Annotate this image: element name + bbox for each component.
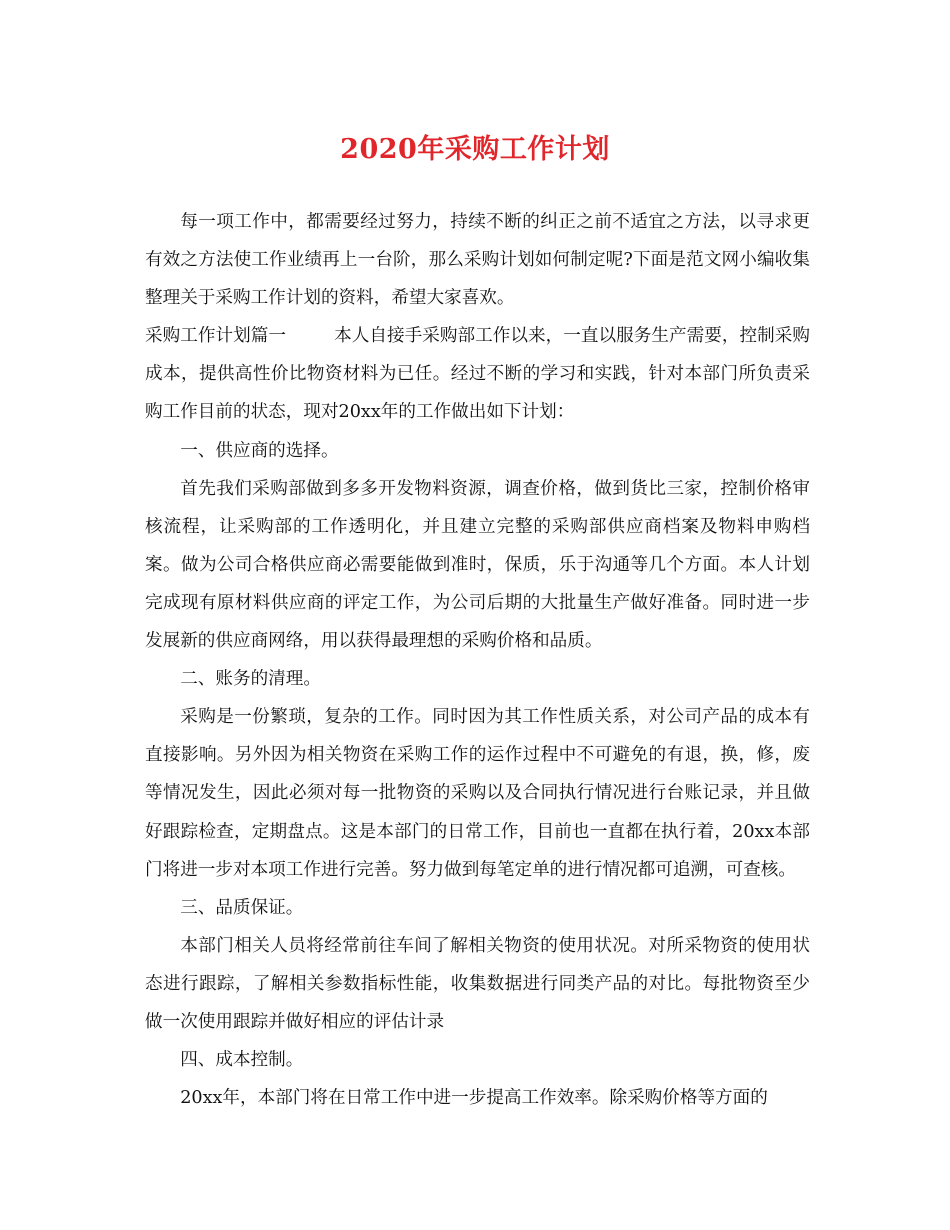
heading-cost-control: 四、成本控制。 [180,1050,304,1071]
document-body [145,203,810,1117]
section-1-label: 采购工作计划篇一 [145,326,287,347]
section-1-paragraph [145,317,810,431]
heading-account-cleanup: 二、账务的清理。 [180,669,321,690]
account-cleanup-paragraph: 采购是一份繁琐，复杂的工作。同时因为其工作性质关系，对公司产品的成本有直接影响。另外因为相关物资在采购工作的运作过程中不可避免的有退，换，修，废等情况发生，因此必须对每一批物资的采购以及合同执行情况进行台账记录，并且做好跟踪检查，定期盘点。这是本部门的日常工作，目前也一直都在执行着，20xx本部门将进一步对本项工作进行完善。努力做到每笔定单的进行情况都可追溯，可查核。 [145,707,810,880]
quality-assurance-paragraph: 本部门相关人员将经常前往车间了解相关物资的使用状况。对所采物资的使用状态进行跟踪，了解相关参数指标性能，收集数据进行同类产品的对比。每批物资至少做一次使用跟踪并做好相应的评估计录 [145,935,810,1032]
heading-quality-assurance: 三、品质保证。 [180,897,304,918]
document-title: 2020年采购工作计划 [340,134,610,165]
heading-supplier-selection: 一、供应商的选择。 [180,440,339,461]
cost-control-paragraph: 20xx年，本部门将在日常工作中进一步提高工作效率。除采购价格等方面的 [180,1088,768,1109]
supplier-selection-paragraph: 首先我们采购部做到多多开发物料资源，调查价格，做到货比三家，控制价格审核流程，让采购部的工作透明化，并且建立完整的采购部供应商档案及物料申购档案。做为公司合格供应商必需要能做到准时，保质，乐于沟通等几个方面。本人计划完成现有原材料供应商的评定工作，为公司后期的大批量生产做好准备。同时进一步发展新的供应商网络，用以获得最理想的采购价格和品质。 [145,478,810,652]
section-1-text: 本人自接手采购部工作以来，一直以服务生产需要，控制采购成本，提供高性价比物资材料为已任。经过不断的学习和实践，针对本部门所负责采购工作目前的状态，现对20xx年的工作做出如下计划： [145,326,810,423]
intro-paragraph: 每一项工作中，都需要经过努力，持续不断的纠正之前不适宜之方法，以寻求更有效之方法使工作业绩再上一台阶，那么采购计划如何制定呢?下面是范文网小编收集整理关于采购工作计划的资料，希望大家喜欢。 [145,212,810,309]
